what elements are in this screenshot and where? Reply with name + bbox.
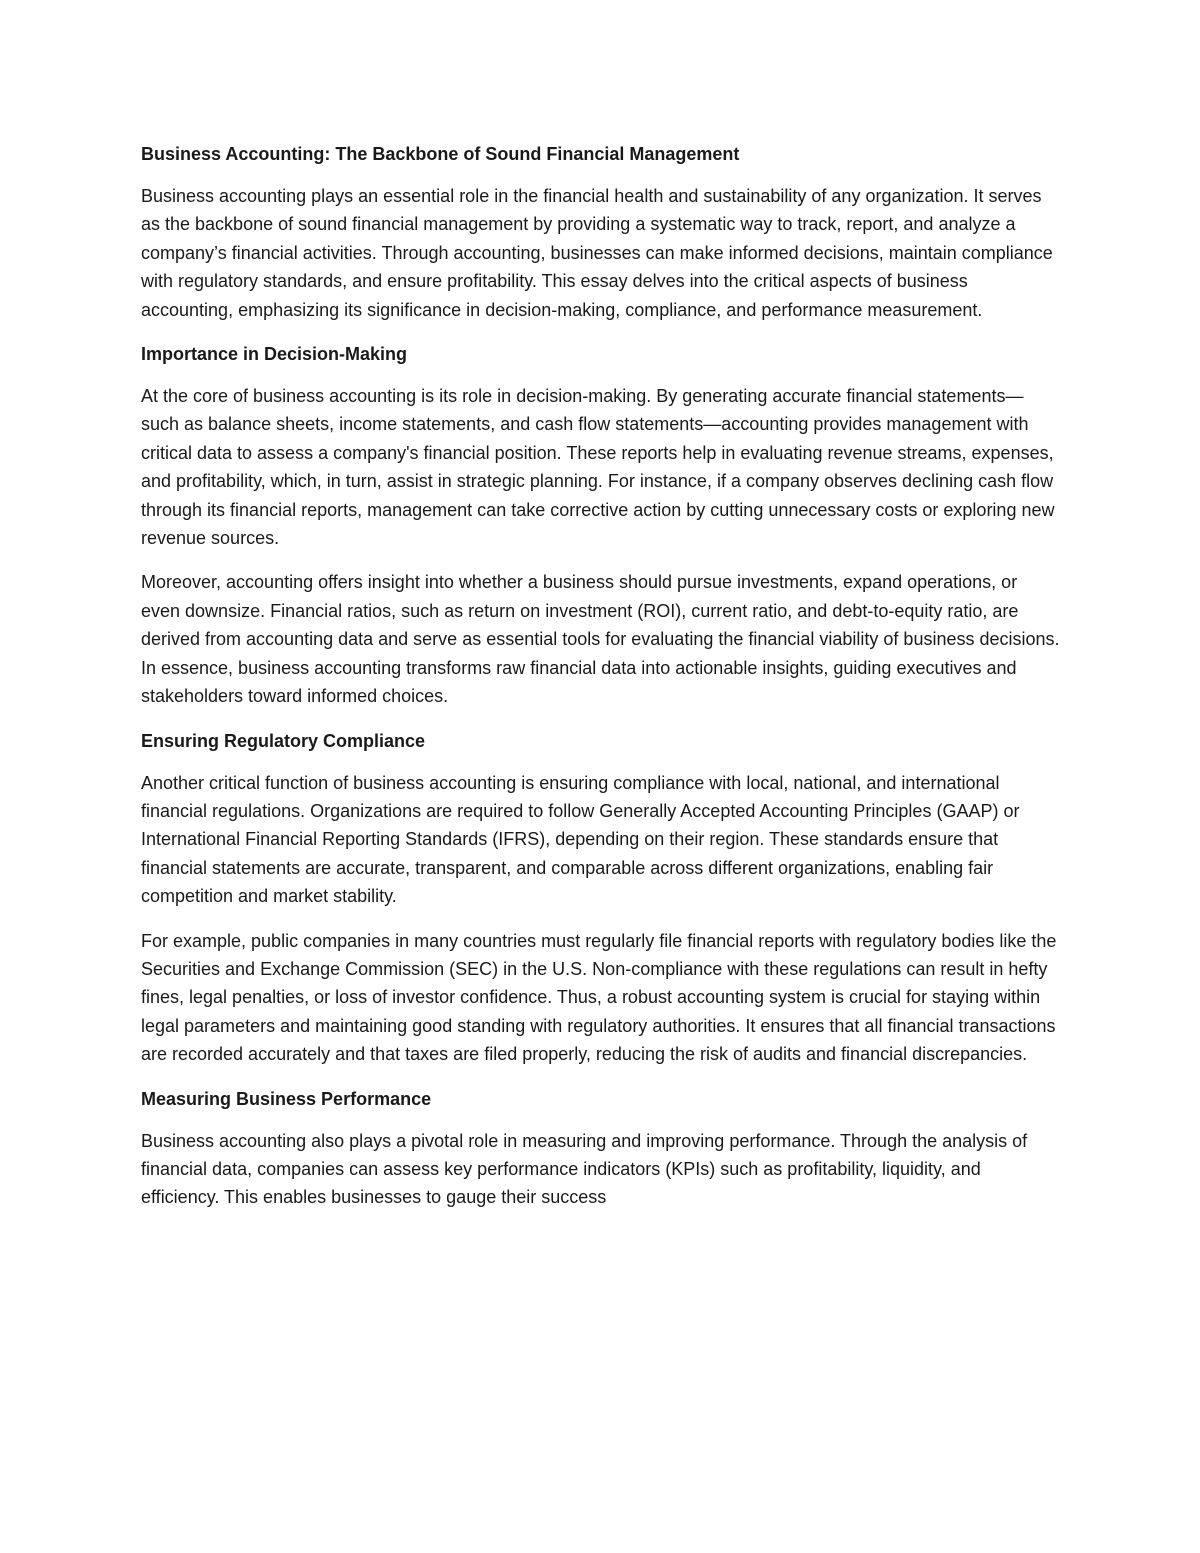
section-heading-decision-making: Importance in Decision-Making <box>141 344 408 365</box>
section-heading-business-performance: Measuring Business Performance <box>141 1088 432 1109</box>
document-page <box>141 140 1061 1228</box>
intro-paragraph: Business accounting plays an essential role in the financial health and sustainability of any organization. It serves as the backbone of sound financial management by providing a systematic way to track, report, and analyze a company’s financial activities. Through accounting, businesses can make informed decisions, maintain compliance with regulatory standards, and ensure profitability. This essay delves into the critical aspects of business accounting, emphasizing its significance in decision-making, compliance, and performance measurement. <box>141 186 1053 320</box>
body-paragraph: For example, public companies in many countries must regularly file financial reports with regulatory bodies like the Securities and Exchange Commission (SEC) in the U.S. Non-compliance with these regulations can result in hefty fines, legal penalties, or loss of investor confidence. Thus, a robust accounting system is crucial for staying within legal parameters and maintaining good standing with regulatory authorities. It ensures that all financial transactions are recorded accurately and that taxes are filed properly, reducing the risk of audits and financial discrepancies. <box>141 930 1057 1065</box>
body-paragraph: Another critical function of business accounting is ensuring compliance with local, national, and international financial regulations. Organizations are required to follow Generally Accepted Accounting Principles (GAAP) or International Financial Reporting Standards (IFRS), depending on their region. These standards ensure that financial statements are accurate, transparent, and comparable across different organizations, enabling fair competition and market stability. <box>141 772 1020 907</box>
document-title: Business Accounting: The Backbone of Sound Financial Management <box>141 144 740 164</box>
body-paragraph: Moreover, accounting offers insight into whether a business should pursue investments, expand operations, or even downsize. Financial ratios, such as return on investment (ROI), current ratio, and debt-to-equity ratio, are derived from accounting data and serve as essential tools for evaluating the financial viability of business decisions. In essence, business accounting transforms raw financial data into actionable insights, guiding executives and stakeholders toward informed choices. <box>141 572 1060 707</box>
body-paragraph: Business accounting also plays a pivotal role in measuring and improving performance. Through the analysis of financial data, companies can assess key performance indicators (KPIs) such as profitability, liquidity, and efficiency. This enables businesses to gauge their success <box>141 1130 1028 1208</box>
body-paragraph: At the core of business accounting is its role in decision-making. By generating accurate financial statements—such as balance sheets, income statements, and cash flow statements—accounting provides management with critical data to assess a company's financial position. These reports help in evaluating revenue streams, expenses, and profitability, which, in turn, assist in strategic planning. For instance, if a company observes declining cash flow through its financial reports, management can take corrective action by cutting unnecessary costs or exploring new revenue sources. <box>141 386 1055 549</box>
section-heading-regulatory-compliance: Ensuring Regulatory Compliance <box>141 730 426 751</box>
